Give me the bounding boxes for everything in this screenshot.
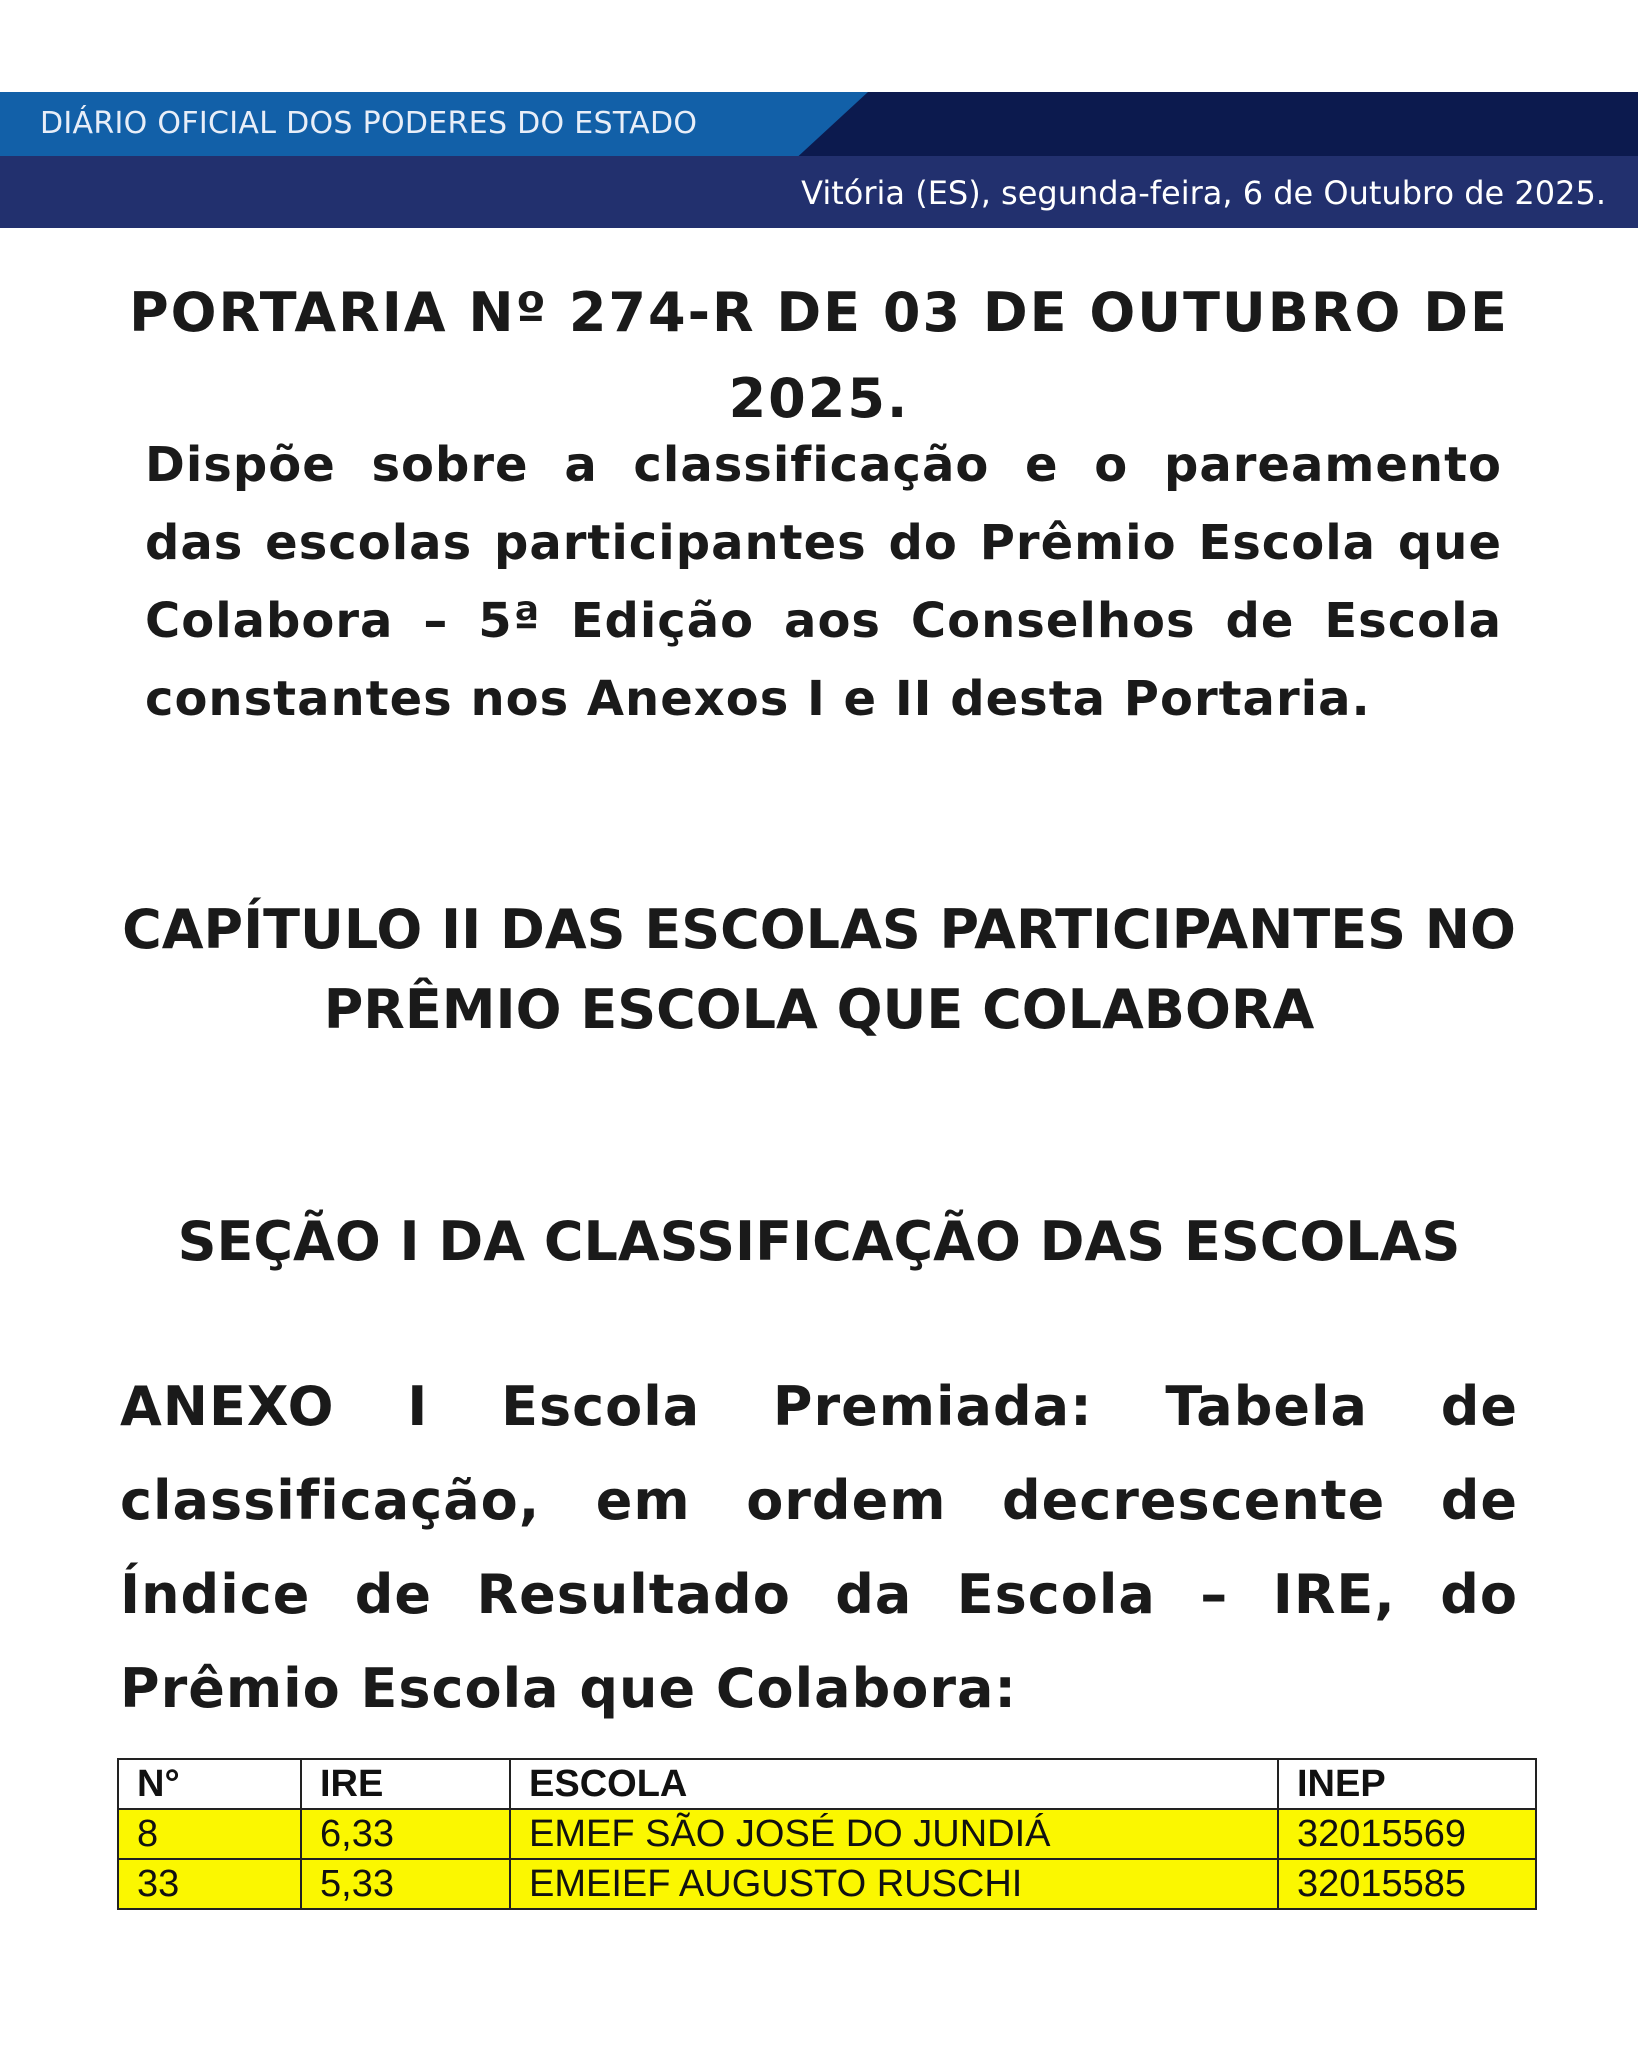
- column-header-number: N°: [118, 1759, 301, 1809]
- ordinance-title: PORTARIA Nº 274-R DE 03 DE OUTUBRO DE 2025.: [129, 281, 1509, 430]
- column-header-ire: IRE: [301, 1759, 510, 1809]
- cell-school: EMEIEF AUGUSTO RUSCHI: [510, 1859, 1278, 1909]
- table-row: [118, 1809, 1536, 1859]
- gazette-banner: [0, 92, 1638, 228]
- cell-ire: 5,33: [301, 1859, 510, 1909]
- column-header-school: ESCOLA: [510, 1759, 1278, 1809]
- chapter-heading: CAPÍTULO II DAS ESCOLAS PARTICIPANTES NO PRÊMIO ESCOLA QUE COLABORA: [122, 898, 1516, 1041]
- cell-ire: 6,33: [301, 1809, 510, 1859]
- cell-number: 33: [118, 1859, 301, 1909]
- ordinance-summary: Dispõe sobre a classificação e o pareamento das escolas participantes do Prêmio Escola que Colabora – 5ª Edição aos Conselhos de Escola constantes nos Anexos I e II desta Portaria.: [145, 437, 1502, 727]
- cell-inep: 32015569: [1278, 1809, 1536, 1859]
- publication-date: Vitória (ES), segunda-feira, 6 de Outubro de 2025.: [801, 174, 1606, 212]
- cell-inep: 32015585: [1278, 1859, 1536, 1909]
- classification-table: [117, 1758, 1537, 1910]
- table-row: [118, 1859, 1536, 1909]
- table-header-row: [118, 1759, 1536, 1809]
- column-header-inep: INEP: [1278, 1759, 1536, 1809]
- cell-school: EMEF SÃO JOSÉ DO JUNDIÁ: [510, 1809, 1278, 1859]
- annex-heading: ANEXO I Escola Premiada: Tabela de classificação, em ordem decrescente de Índice de Resultado da Escola – IRE, do Prêmio Escola que Colabora:: [120, 1375, 1518, 1720]
- section-heading: SEÇÃO I DA CLASSIFICAÇÃO DAS ESCOLAS: [177, 1210, 1461, 1273]
- cell-number: 8: [118, 1809, 301, 1859]
- banner-top-bar: [0, 92, 1638, 156]
- banner-date-bar: [0, 156, 1638, 228]
- gazette-title: DIÁRIO OFICIAL DOS PODERES DO ESTADO: [40, 106, 698, 141]
